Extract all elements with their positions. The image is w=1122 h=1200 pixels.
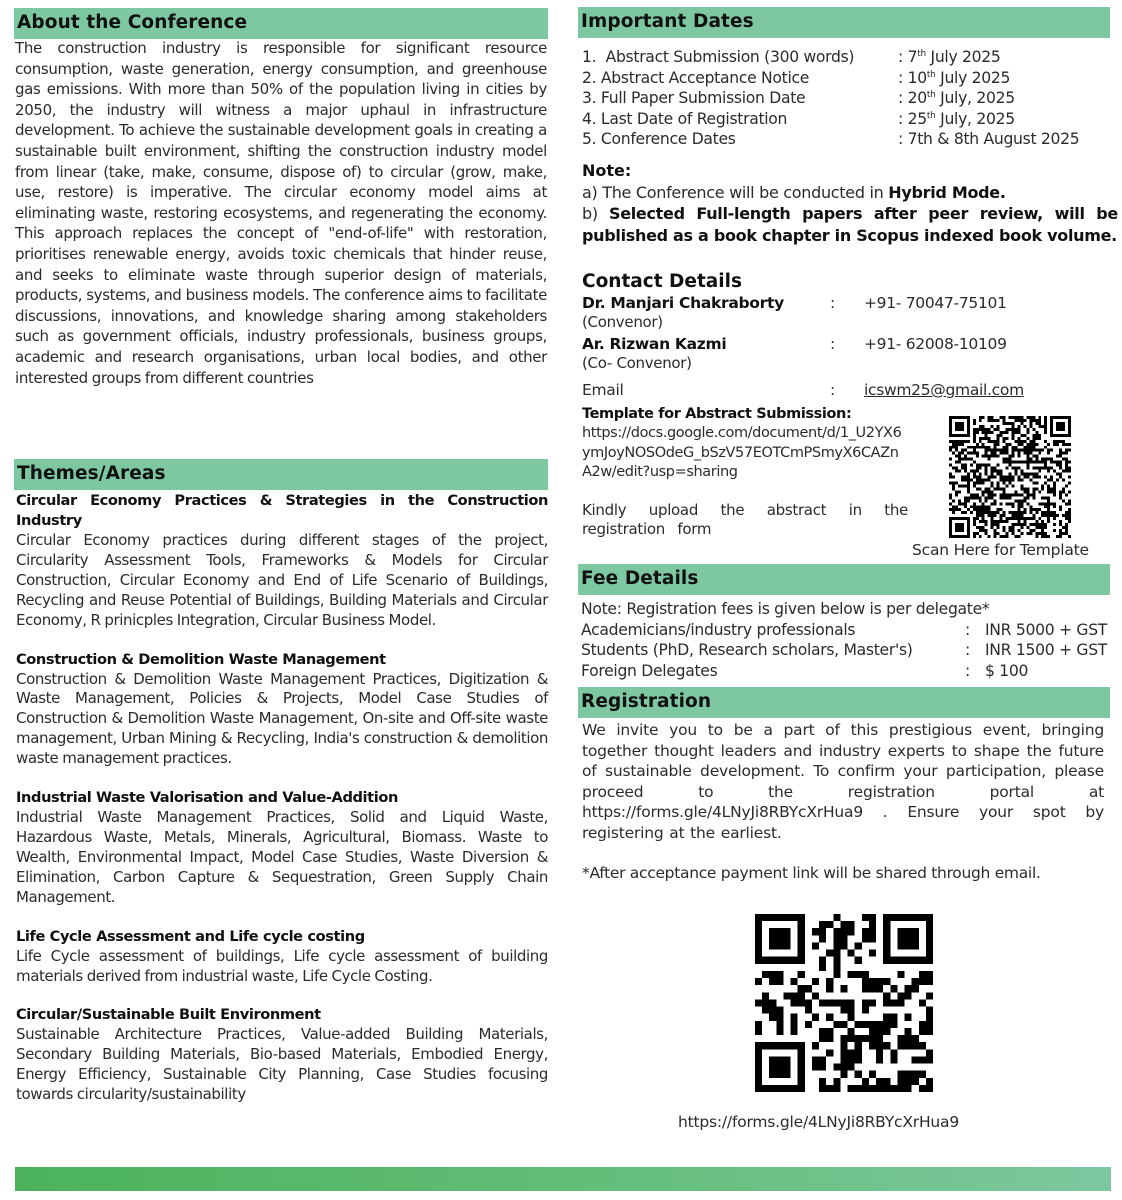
note-b: b) Selected Full-length papers after peer review, will be published as a book chapter in Scopus indexed book volume. [582, 204, 1118, 245]
registration-body: We invite you to be a part of this prestigious event, bringing together thought leaders and industry experts to shape the future of sustainable development. To confirm your participation, please proceed to the registration portal at https://forms.gle/4LNyJi8RBYcXrHua9 . Ensure your spot by registering at the earliest. [582, 721, 1104, 842]
qr-finder [1056, 422, 1065, 431]
theme-title: Circular Economy Practices & Strategies in the Construction Industry [16, 492, 548, 529]
contact-name: Ar. Rizwan Kazmi [582, 335, 727, 353]
about-header: About the Conference [14, 8, 548, 39]
themes-list [14, 490, 548, 1105]
date-row [582, 88, 1110, 109]
registration-qr-code[interactable] [754, 914, 934, 1092]
template-title: Template for Abstract Submission: [582, 406, 852, 422]
note-block [578, 160, 1118, 247]
themes-header: Themes/Areas [14, 459, 548, 490]
theme-item [16, 927, 548, 987]
date-row [582, 109, 1110, 130]
date-value: : 20th July, 2025 [898, 89, 1015, 108]
date-value: : 7th July 2025 [898, 48, 1001, 66]
theme-body: Industrial Waste Management Practices, Solid and Liquid Waste, Hazardous Waste, Metals, Minerals, Agricultural, Biomass. Waste to Wealth, Environmental Impact, Model Case Studies, Waste Diversion & Elimination, Carbon Capture & Sequestration, Green Supply Chain Management. [16, 808, 548, 906]
registration-form-link[interactable]: https://forms.gle/4LNyJi8RBYcXrHua9 [678, 1113, 959, 1131]
date-row [582, 68, 1110, 89]
template-link[interactable]: https://docs.google.com/document/d/1_U2YX6ymJoyNOSOdeG_bSzV57EOTCmPSmyX6CAZnA2w/edit?usp=sharing [582, 425, 902, 480]
theme-body: Life Cycle assessment of buildings, Life cycle assessment of building materials derived from industrial waste, Life Cycle Costing. [16, 946, 548, 985]
theme-item [16, 788, 548, 908]
qr-finder [955, 422, 964, 431]
theme-item [16, 650, 548, 770]
qr-code-icon [948, 416, 1072, 538]
fee-row: Students (PhD, Research scholars, Master's) : INR 1500 + GST [581, 641, 1108, 660]
date-label: 1. Abstract Submission (300 words) [582, 48, 855, 66]
dates-header: Important Dates [578, 7, 1110, 38]
contact-phone[interactable]: +91- 70047-75101 [864, 294, 1007, 312]
qr-finder [955, 523, 964, 532]
about-body: The construction industry is responsible for significant resource consumption, waste generation, energy consumption, and greenhouse gas emissions. With more than 50% of the population living in cities by 2050, the industry will witness a major uphaul in infrastructure development. To achieve the sustainable development goals in creating a sustainable built environment, shifting the construction industry model from linear (take, make, consume, dispose of) to circular (grow, make, use, restore) is imperative. The circular economy model aims at eliminating waste, restoring ecosystems, and regenerating the economy. This approach replaces the concept of "end-of-life" with restoration, prioritises renewable energy, avoids toxic chemicals that hinder reuse, and seeks to eliminate waste through superior design of materials, products, systems, and business models. The conference aims to facilitate discussions, innovations, and knowledge sharing among stakeholders such as government officials, industry professionals, business groups, academic and research organisations, urban local bodies, and other interested groups from different countries [15, 39, 547, 387]
date-label: 3. Full Paper Submission Date [582, 89, 806, 108]
theme-item [16, 491, 548, 631]
registration-header: Registration [578, 687, 1110, 718]
fees-section [578, 564, 1110, 681]
qr-code-icon [754, 914, 934, 1092]
fee-row: Foreign Delegates : $ 100 [581, 661, 1029, 680]
note-title: Note: [582, 160, 632, 180]
dates-list [578, 47, 1110, 150]
contact-phone[interactable]: +91- 62008-10109 [864, 335, 1007, 353]
footer-bar [15, 1167, 1111, 1191]
date-row [582, 129, 1110, 150]
registration-section [578, 687, 1110, 882]
fees-note: Note: Registration fees is given below is per delegate* [581, 600, 990, 618]
contact-person: Ar. Rizwan Kazmi : +91- 62008-10109 [582, 335, 1007, 353]
date-row [582, 47, 1110, 68]
template-qr-code[interactable] [948, 416, 1072, 538]
fee-row: Academicians/industry professionals : INR 5000 + GST [581, 620, 1108, 639]
date-label: 2. Abstract Acceptance Notice [582, 68, 810, 87]
payment-note: *After acceptance payment link will be shared through email. [582, 863, 1041, 882]
qr-finder [769, 1056, 790, 1077]
upload-note: Kindly upload the abstract in the registration form [582, 500, 908, 538]
qr-caption: Scan Here for Template [912, 541, 1089, 559]
qr-finder [897, 928, 918, 949]
theme-body: Circular Economy practices during different stages of the project, Circularity Assessment Tools, Frameworks & Models for Circular Construction, Circular Economy and End of Life Scenario of Buildings, Recycling and Reuse Potential of Buildings, Building Materials and Circular Economy, R prinicples Integration, Circular Business Model. [16, 531, 548, 629]
email-link[interactable]: icswm25@gmail.com [864, 381, 1024, 399]
email-label: Email [582, 381, 624, 399]
theme-body: Sustainable Architecture Practices, Value-added Building Materials, Secondary Building Materials, Bio-based Materials, Embodied Energy, Energy Efficiency, Sustainable City Planning, Case Studies focusing towards circularity/sustainability [16, 1025, 548, 1104]
theme-body: Construction & Demolition Waste Management Practices, Digitization & Waste Management, Policies & Projects, Model Case Studies of Construction & Demolition Waste Management, On-site and Off-site waste management, Urban Mining & Recycling, India's construction & demolition waste management practices. [16, 669, 548, 768]
qr-finder [769, 928, 790, 949]
theme-title: Industrial Waste Valorisation and Value-Addition [16, 789, 398, 807]
contact-header: Contact Details [582, 271, 742, 292]
date-value: : 10th July 2025 [898, 68, 1011, 87]
date-value: : 7th & 8th August 2025 [898, 130, 1080, 149]
fees-header: Fee Details [578, 564, 1110, 595]
contact-name: Dr. Manjari Chakraborty [582, 294, 784, 312]
email-row: Email : icswm25@gmail.com [582, 381, 1024, 399]
note-a: a) The Conference will be conducted in Hybrid Mode. [582, 182, 1006, 202]
date-label: 5. Conference Dates [582, 130, 736, 149]
contact-role: (Convenor) [582, 313, 663, 331]
theme-title: Circular/Sustainable Built Environment [16, 1006, 321, 1024]
theme-item [16, 1005, 548, 1105]
theme-title: Construction & Demolition Waste Management [16, 650, 386, 668]
contact-person: Dr. Manjari Chakraborty : +91- 70047-75101 [582, 294, 1007, 312]
date-label: 4. Last Date of Registration [582, 109, 788, 128]
theme-title: Life Cycle Assessment and Life cycle costing [16, 927, 365, 945]
date-value: : 25th July, 2025 [898, 109, 1015, 128]
contact-role: (Co- Convenor) [582, 354, 692, 372]
